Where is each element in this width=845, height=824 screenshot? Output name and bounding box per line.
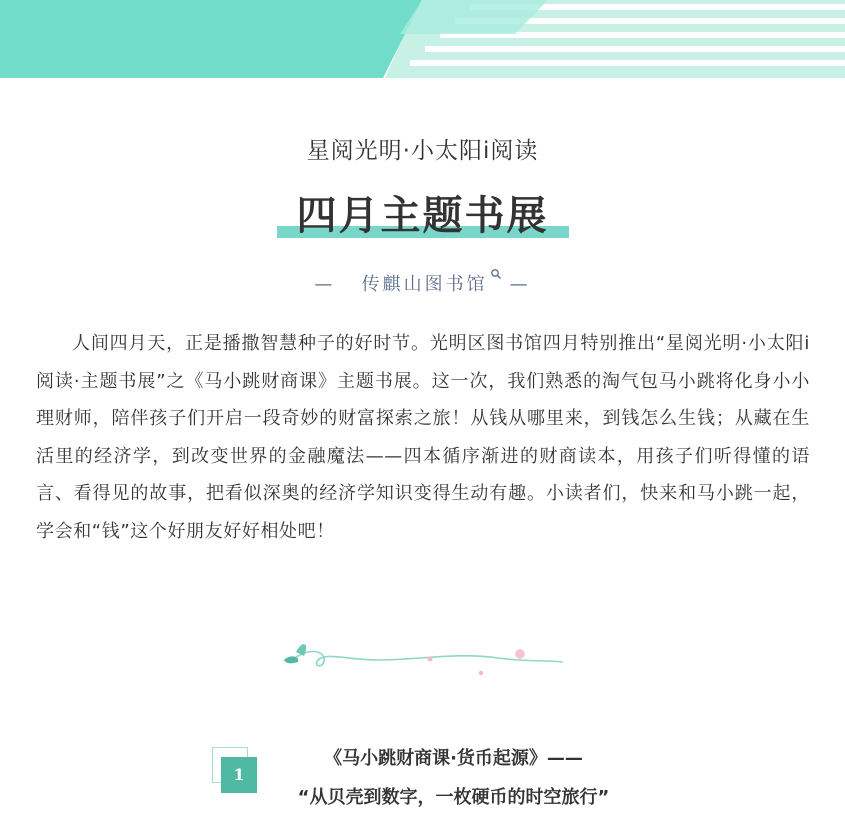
section-title-line1: 《马小跳财商课·货币起源》—— <box>324 748 583 769</box>
section-number: 1 <box>221 757 257 793</box>
intro-paragraph: 人间四月天，正是播撒智慧种子的好时节。光明区图书馆四月特别推出“星阅光明·小太阳i阅读·主题书展”之《马小跳财商课》主题书展。这一次，我们熟悉的淘气包马小跳将化身小小理财师，陪伴孩子们开启一段奇妙的财富探索之旅！从钱从哪里来，到钱怎么生钱；从藏在生活里的经济学，到改变世界的金融魔法——四本循序渐进的财商读本，用孩子们听得懂的语言、看得见的故事，把看似深奥的经济学知识变得生动有趣。小读者们，快来和马小跳一起，学会和“钱”这个好朋友好好相处吧！ <box>36 333 810 542</box>
page-subtitle: 星阅光明·小太阳i阅读 <box>306 138 539 164</box>
location-line <box>0 270 845 296</box>
location-dash-left: — <box>314 274 336 295</box>
leaf-vine-divider-icon <box>278 638 568 682</box>
location-dash-right: — <box>509 274 531 295</box>
page-title: 四月主题书展 <box>296 193 549 239</box>
header-banner <box>0 0 845 78</box>
search-icon <box>490 268 502 280</box>
section-title-line2: “从贝壳到数字，一枚硬币的时空旅行” <box>297 787 610 808</box>
location-name: 传麒山图书馆 <box>361 274 488 295</box>
